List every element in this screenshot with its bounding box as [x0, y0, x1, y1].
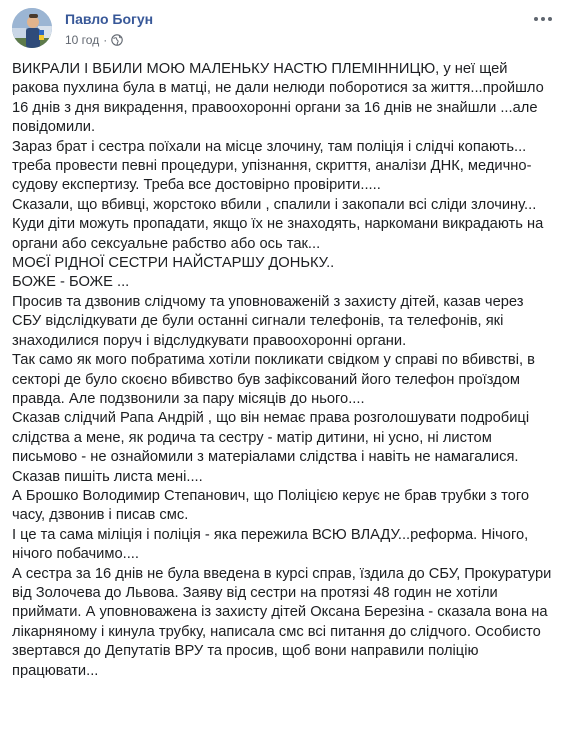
post-paragraph: ВИКРАЛИ І ВБИЛИ МОЮ МАЛЕНЬКУ НАСТЮ ПЛЕМІННИЦЮ, у неї щей ракова пухлина була в матці, не дали нелюди поборотися за життя...пройшло 16 днів з дня викрадення, правоохоронні органи за 16 днів не знайшли ...але повідомили.: [12, 61, 544, 136]
post-timestamp[interactable]: 10 год: [65, 33, 100, 47]
post-paragraph: Зараз брат і сестра поїхали на місце злочину, там поліція і слідчі копають... треба провести певні процедури, упізнання, скриття, аналізи ДНК, медично-судову експертизу. Треба все достовірно провірити.....: [12, 138, 532, 194]
author-name[interactable]: Павло Богун: [65, 11, 154, 27]
avatar-photo-icon: [12, 8, 52, 48]
avatar[interactable]: [12, 8, 52, 48]
post-paragraph: Сказав слідчий Рапа Андрій , що він немає права розголошувати подробиці слідства а мене, як родича та сестру - матір дитини, ні усно, ні листом письмово - не ознайомили з матеріалами слідства і навіть не намагалися. Сказав пишіть листа мені....: [12, 410, 530, 485]
post-paragraph: Просив та дзвонив слідчому та уповноваженій з захисту дітей, казав через СБУ відслідкувати де були останні сигнали телефонів, та телефонів, які знаходилися поруч і відслудкувати правоохоронні органи.: [12, 293, 524, 349]
more-horizontal-icon: [533, 16, 553, 22]
globe-icon[interactable]: [111, 34, 123, 46]
post-paragraph: А сестра за 16 днів не була введена в курсі справ, їздила до СБУ, Прокуратури від Золочева до Львова. Заяву від сестри на протязі 48 годин не хотіли приймати. А уповноважена із захисту дітей Оксана Березіна - сказала вона на лікарняному і кинула трубку, написала смс всі питання до слідчого. Особисто звертався до Депутатів ВРУ та просив, щоб вони направили поліцію працювати...: [12, 565, 552, 679]
post-header: [12, 8, 555, 52]
post-paragraph: МОЄЇ РІДНОЇ СЕСТРИ НАЙСТАРШУ ДОНЬКУ..: [12, 255, 335, 272]
post-paragraph: Куди діти можуть пропадати, якщо їх не знаходять, наркомани викрадають на органи або сексуальне рабство або ось так...: [12, 216, 544, 252]
post-paragraph: І це та сама міліція і поліція - яка пережила ВСЮ ВЛАДУ...реформа. Нічого, нічого побачимо....: [12, 526, 529, 563]
post-paragraph: Сказали, що вбивці, жорстоко вбили , спалили і закопали всі сліди злочину...: [12, 196, 537, 213]
meta-separator: ·: [103, 33, 108, 47]
post-meta: [65, 32, 123, 48]
post-body: [12, 60, 555, 681]
post-paragraph: БОЖЕ - БОЖЕ ...: [12, 274, 130, 291]
post-paragraph: Так само як мого побратима хотіли покликати свідком у справі по вбивстві, в секторі де було скоєно вбивство був зафіксований його телефон проїздом правда. Але подзвонили за пару місяців до нього....: [12, 352, 535, 407]
post-paragraph: А Брошко Володимир Степанович, що Поліцією керує не брав трубки з того часу, дзвонив і писав смс.: [12, 487, 530, 524]
more-options-button[interactable]: [531, 10, 555, 28]
